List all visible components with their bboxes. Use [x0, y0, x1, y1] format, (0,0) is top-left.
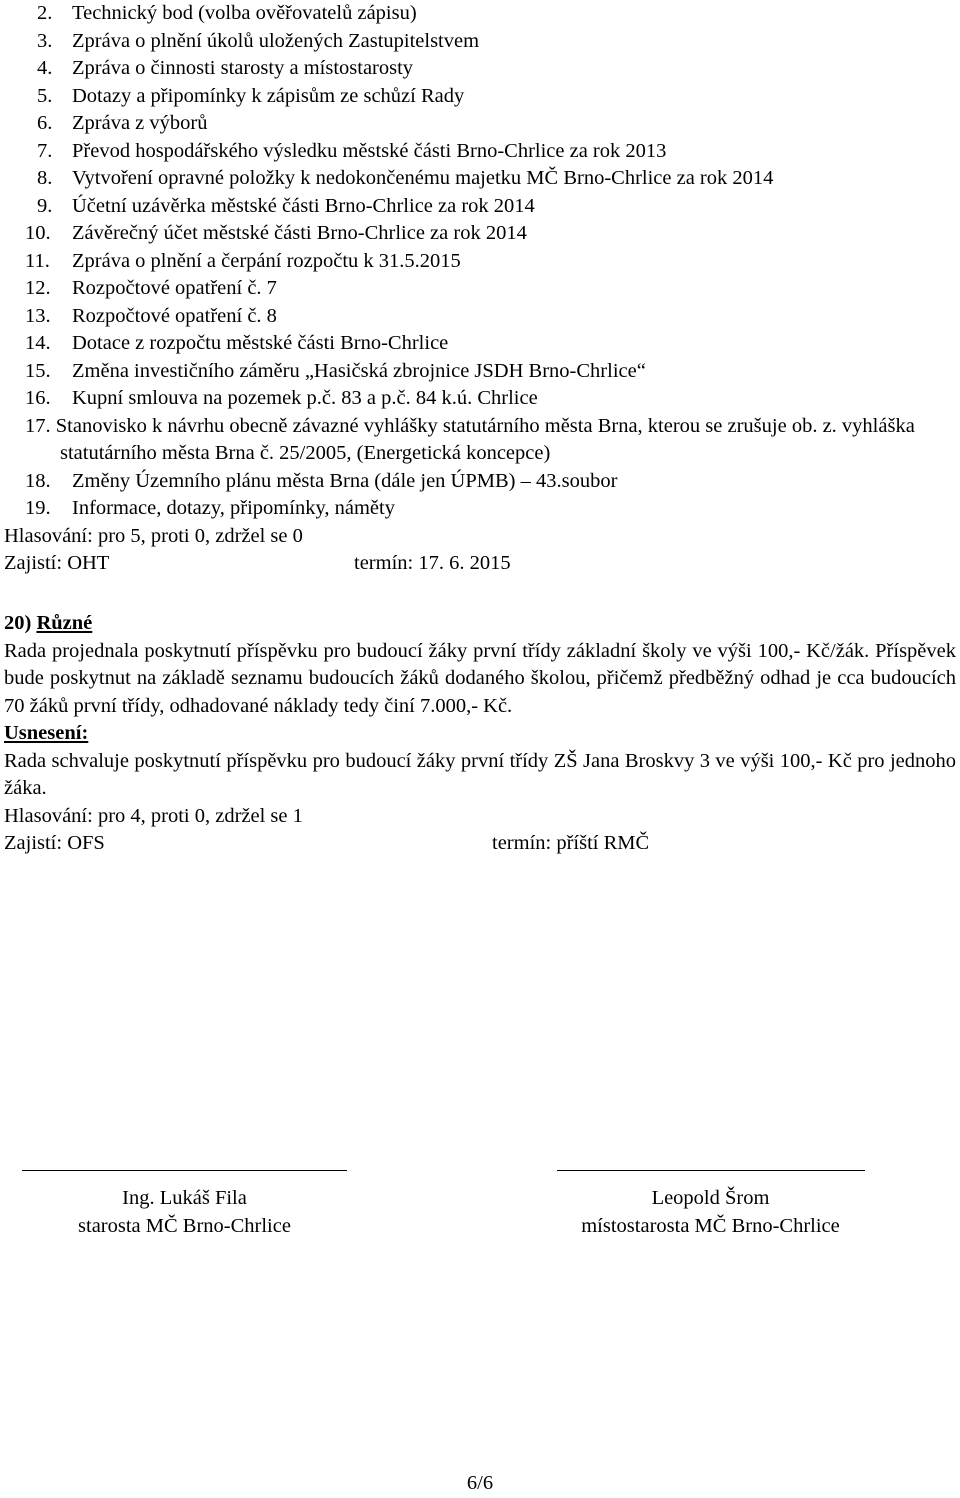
agenda-item: 2. Technický bod (volba ověřovatelů zápisu)	[37, 2, 417, 24]
agenda-item: 19. Informace, dotazy, připomínky, náměty	[25, 497, 395, 519]
agenda-item: 13. Rozpočtové opatření č. 8	[25, 304, 277, 327]
section-20	[4, 610, 956, 858]
agenda-list	[25, 0, 957, 523]
agenda-item: 6. Zpráva z výborů	[37, 112, 208, 134]
agenda-item: 5. Dotazy a připomínky k zápisům ze schůzí Rady	[37, 84, 465, 107]
agenda-item: 15. Změna investičního záměru „Hasičská zbrojnice JSDH Brno-Chrlice“	[25, 359, 646, 382]
section-heading: 20) Různé	[4, 612, 93, 634]
assignee: Zajistí: OHT	[4, 552, 110, 574]
signature-block-deputy	[538, 1170, 883, 1240]
agenda-item: 18. Změny Územního plánu města Brna (dále jen ÚPMB) – 43.soubor	[25, 469, 618, 492]
agenda-item: 12. Rozpočtové opatření č. 7	[25, 277, 277, 299]
assignment-line	[4, 830, 956, 858]
deadline: termín: příští RMČ	[492, 832, 650, 854]
signature-line	[22, 1170, 347, 1171]
section-body: Rada projednala poskytnutí příspěvku pro budoucí žáky první třídy základní školy ve výši 100,- Kč/žák. Příspěvek bude poskytnut na základě seznamu budoucích žáků dodaného školou, přičemž předběžný odhad je cca budoucích 70 žáků první třídy, odhadované náklady tedy činí 7.000,- Kč.	[4, 639, 956, 717]
signatory-name: Ing. Lukáš Fila	[122, 1187, 247, 1209]
signatory-role: místostarosta MČ Brno-Chrlice	[581, 1214, 840, 1237]
agenda-item: 11. Zpráva o plnění a čerpání rozpočtu k 31.5.2015	[25, 249, 461, 272]
agenda-item: 17. Stanovisko k návrhu obecně závazné vyhlášky statutárního města Brna, kterou se zrušuje ob. z. vyhláška statutárního města Brna č. 25/2005, (Energetická koncepce)	[25, 414, 915, 464]
assignee: Zajistí: OFS	[4, 832, 105, 854]
agenda-item: 14. Dotace z rozpočtu městské části Brno-Chrlice	[25, 332, 449, 354]
agenda-item: 8. Vytvoření opravné položky k nedokončenému majetku MČ Brno-Chrlice za rok 2014	[37, 167, 774, 189]
signature-line	[557, 1170, 865, 1171]
resolution-label: Usnesení:	[4, 722, 89, 744]
signature-block-mayor	[22, 1170, 347, 1240]
agenda-item: 7. Převod hospodářského výsledku městské části Brno-Chrlice za rok 2013	[37, 139, 667, 162]
agenda-item: 3. Zpráva o plnění úkolů uložených Zastupitelstvem	[37, 29, 480, 52]
assignment-line	[4, 550, 511, 578]
signatory-role: starosta MČ Brno-Chrlice	[78, 1214, 291, 1237]
agenda-item: 9. Účetní uzávěrka městské části Brno-Chrlice za rok 2014	[37, 194, 535, 217]
agenda-item: 16. Kupní smlouva na pozemek p.č. 83 a p.č. 84 k.ú. Chrlice	[25, 387, 538, 409]
deadline: termín: 17. 6. 2015	[354, 552, 511, 574]
resolution-text: Rada schvaluje poskytnutí příspěvku pro budoucí žáky první třídy ZŠ Jana Broskvy 3 ve výši 100,- Kč pro jednoho žáka.	[4, 749, 956, 799]
section-title: Různé	[36, 612, 93, 634]
vote-line: Hlasování: pro 5, proti 0, zdržel se 0	[4, 525, 303, 547]
agenda-item: 4. Zpráva o činnosti starosty a místostarosty	[37, 57, 414, 79]
page-number: 6/6	[466, 1472, 494, 1494]
signatory-name: Leopold Šrom	[651, 1187, 770, 1209]
vote-line: Hlasování: pro 4, proti 0, zdržel se 1	[4, 804, 303, 827]
agenda-item: 10. Závěrečný účet městské části Brno-Chrlice za rok 2014	[25, 222, 527, 244]
